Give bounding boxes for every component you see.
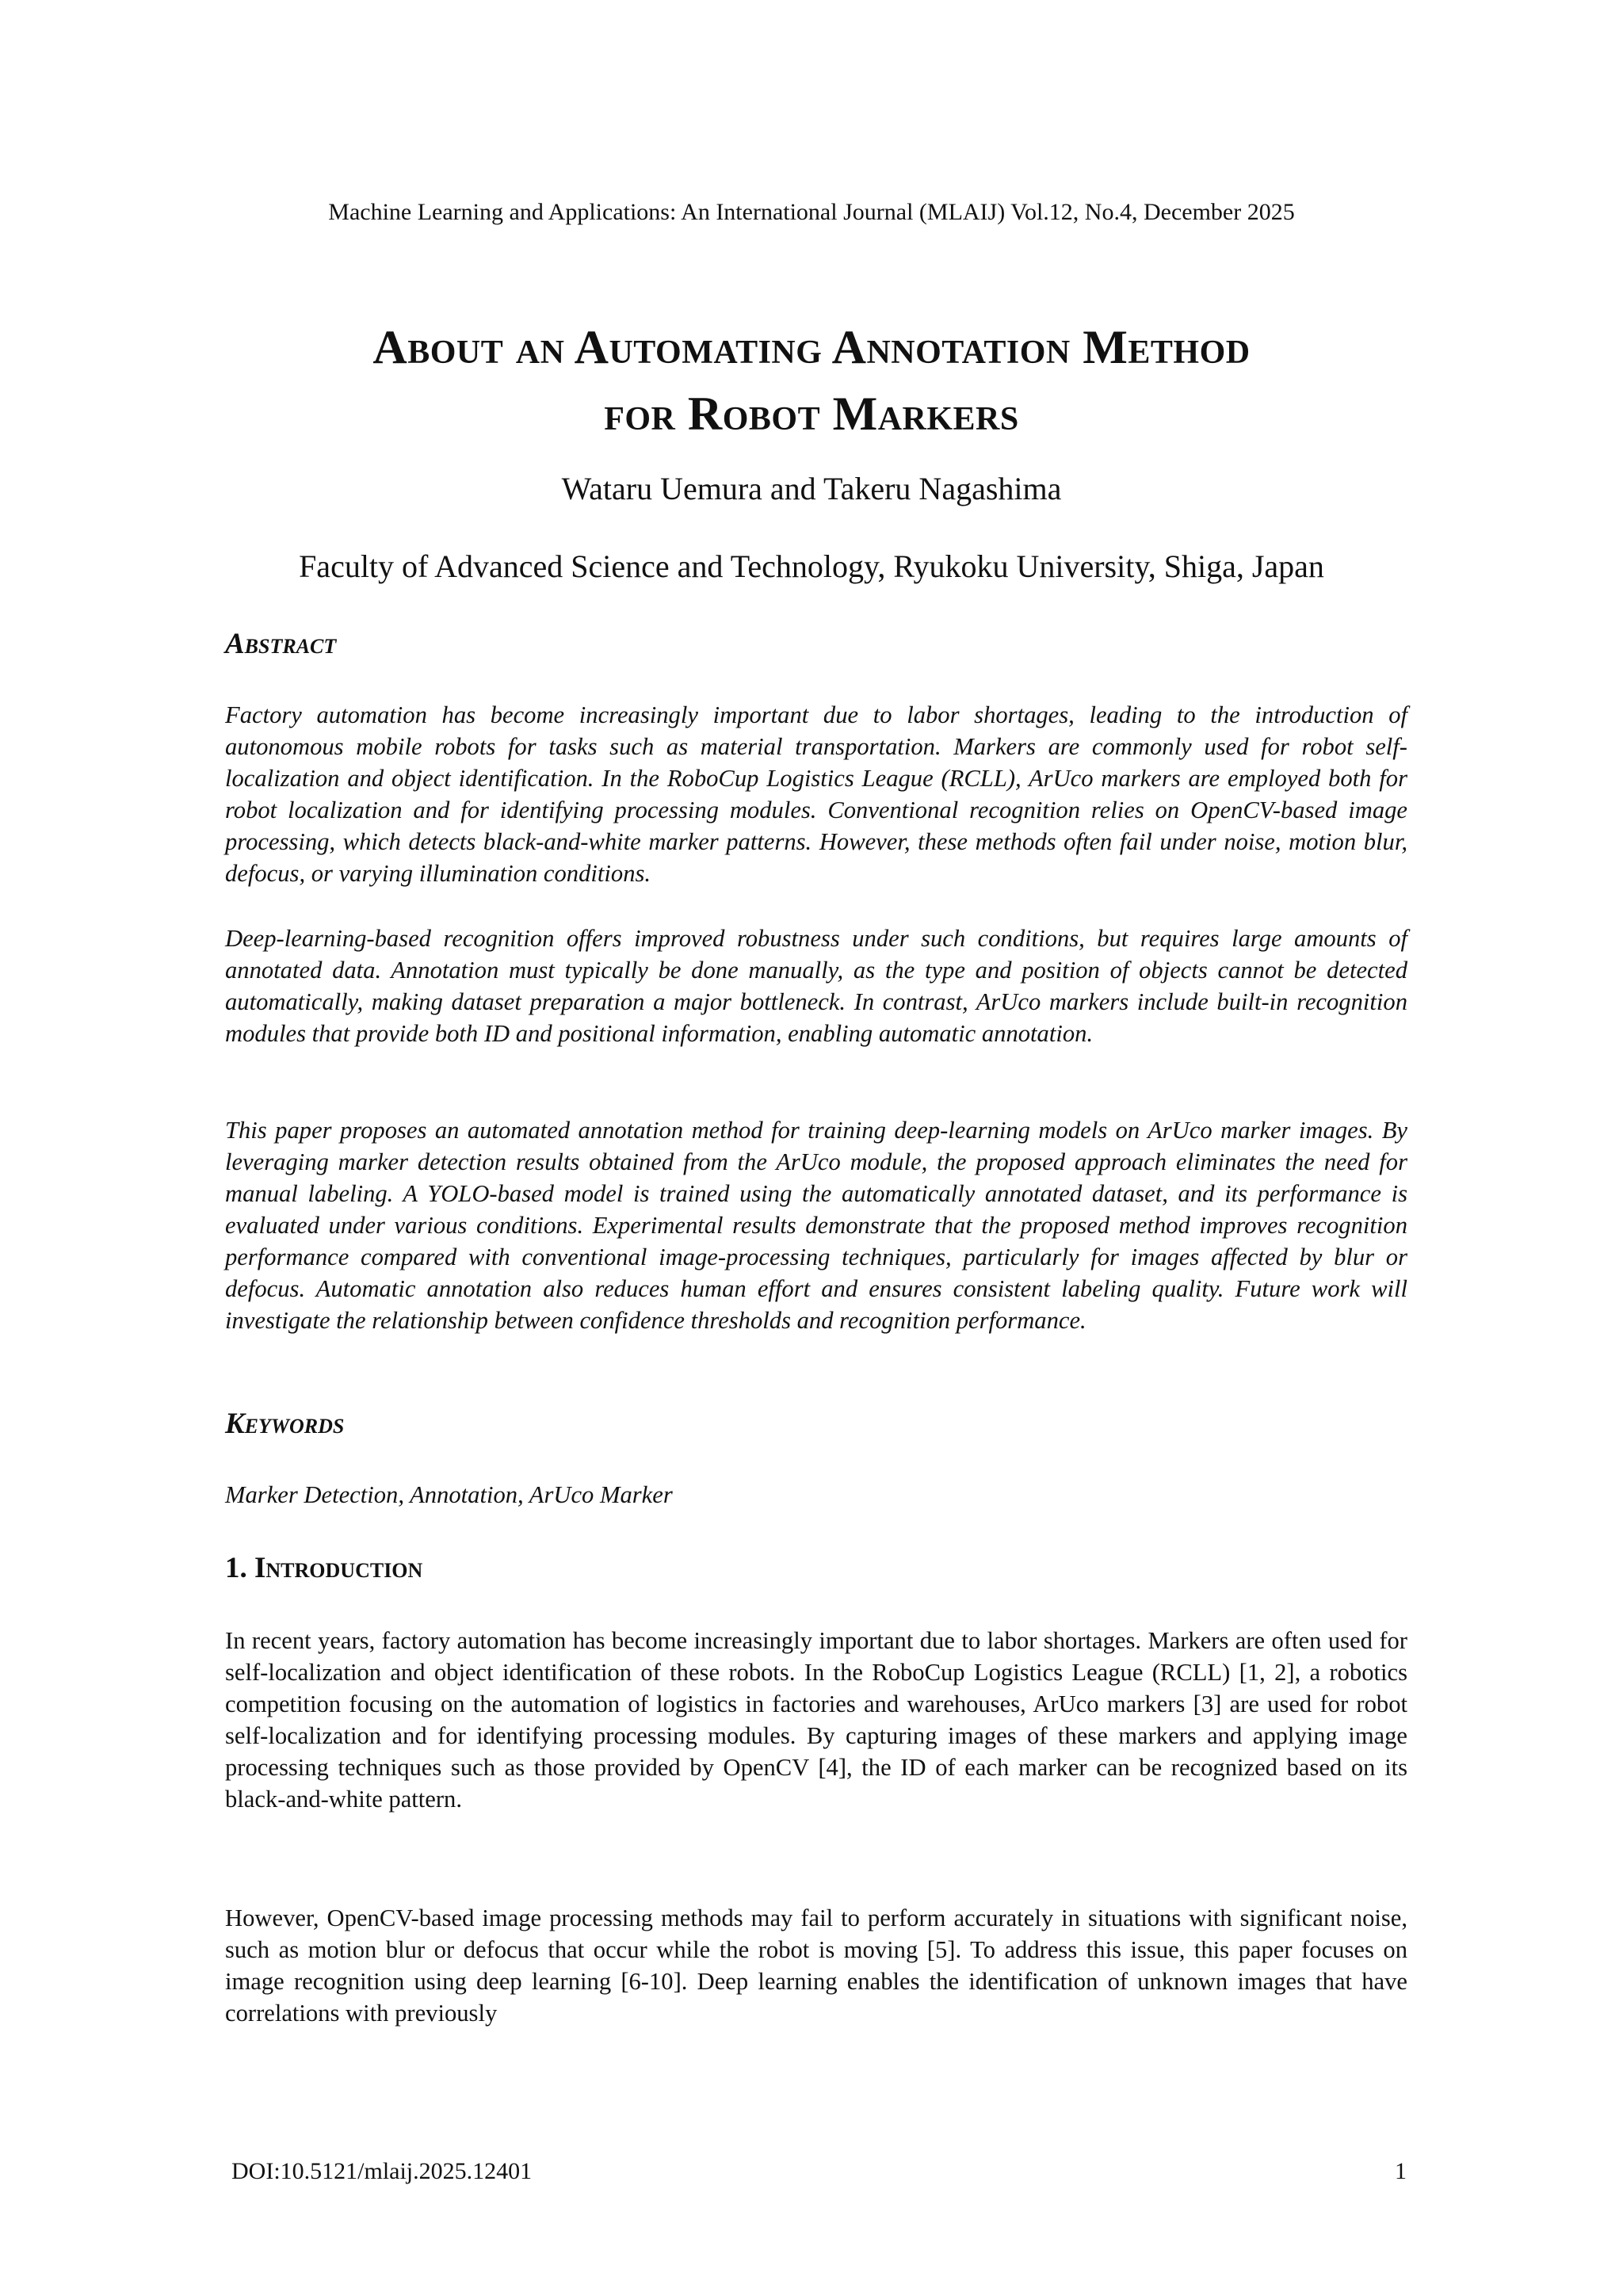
- paper-title-line-2: for Robot Markers: [604, 388, 1019, 440]
- affiliation: Faculty of Advanced Science and Technology, Ryukoku University, Shiga, Japan: [299, 548, 1324, 584]
- introduction-paragraph-1: In recent years, factory automation has become increasingly important due to labor shortages. Markers are often used for self-localization and object identification of these robots. In the RoboCup Logistics League (RCLL) [1, 2], a robotics competition focusing on the automation of logistics in factories and warehouses, ArUco markers [3] are used for robot self-localization and for identifying processing modules. By capturing images of these markers and applying image processing techniques such as those provided by OpenCV [4], the ID of each marker can be recognized based on its black-and-white pattern.: [225, 1627, 1407, 1813]
- authors: Wataru Uemura and Takeru Nagashima: [561, 471, 1062, 506]
- page-number: 1: [1395, 2158, 1407, 2184]
- introduction-paragraph-2: However, OpenCV-based image processing methods may fail to perform accurately in situations with significant noise, such as motion blur or defocus that occur while the robot is moving [5]. To address this issue, this paper focuses on image recognition using deep learning [6-10]. Deep learning enables the identification of unknown images that have correlations with previously: [225, 1904, 1407, 2027]
- paper-title: [158, 314, 1465, 447]
- keywords-text: Marker Detection, Annotation, ArUco Marker: [225, 1481, 673, 1508]
- abstract-paragraph-3: This paper proposes an automated annotation method for training deep-learning models on ArUco marker images. By leveraging marker detection results obtained from the ArUco module, the proposed approach eliminates the need for manual labeling. A YOLO-based model is trained using the automatically annotated dataset, and its performance is evaluated under various conditions. Experimental results demonstrate that the proposed method improves recognition performance compared with conventional image-processing techniques, particularly for images affected by blur or defocus. Automatic annotation also reduces human effort and ensures consistent labeling quality. Future work will investigate the relationship between confidence thresholds and recognition performance.: [225, 1117, 1407, 1334]
- running-header: Machine Learning and Applications: An International Journal (MLAIJ) Vol.12, No.4, December 2025: [328, 199, 1295, 225]
- abstract-paragraph-2: Deep-learning-based recognition offers improved robustness under such conditions, but requires large amounts of annotated data. Annotation must typically be done manually, as the type and position of objects cannot be detected automatically, making dataset preparation a major bottleneck. In contrast, ArUco markers include built-in recognition modules that provide both ID and positional information, enabling automatic annotation.: [225, 925, 1407, 1047]
- keywords-heading: Keywords: [225, 1408, 345, 1440]
- paper-title-line-1: About an Automating Annotation Method: [372, 321, 1251, 373]
- footer-doi: DOI:10.5121/mlaij.2025.12401: [231, 2158, 533, 2184]
- abstract-paragraph-1: Factory automation has become increasingly important due to labor shortages, leading to the introduction of autonomous mobile robots for tasks such as material transportation. Markers are commonly used for robot self-localization and object identification. In the RoboCup Logistics League (RCLL), ArUco markers are employed both for robot localization and for identifying processing modules. Conventional recognition relies on OpenCV-based image processing, which detects black-and-white marker patterns. However, these methods often fail under noise, motion blur, defocus, or varying illumination conditions.: [225, 701, 1407, 887]
- introduction-heading: 1. Introduction: [225, 1552, 423, 1584]
- abstract-heading: Abstract: [225, 628, 337, 660]
